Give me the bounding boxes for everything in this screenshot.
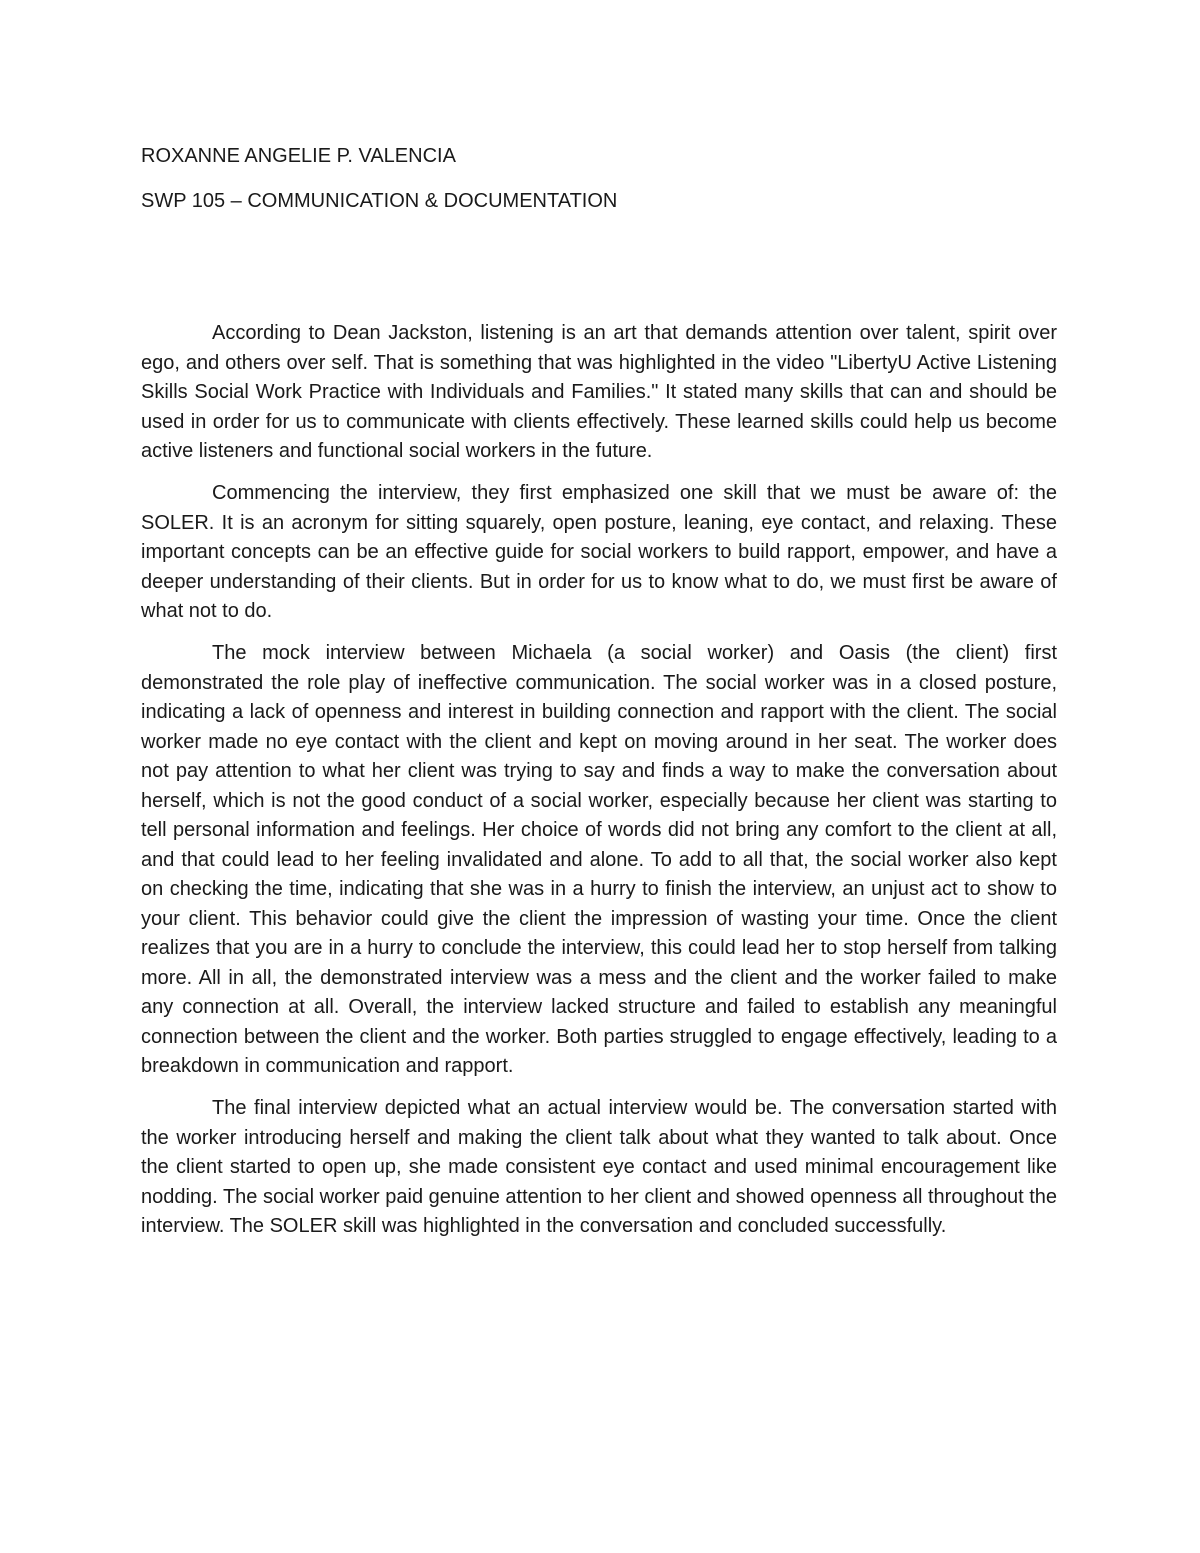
essay-body [141,319,1057,1254]
author-name: ROXANNE ANGELIE P. VALENCIA [141,145,456,167]
paragraph-soler: Commencing the interview, they first emphasized one skill that we must be aware of: the SOLER. It is an acronym for sitting squarely, open posture, leaning, eye contact, and relaxing. These important concepts can be an effective guide for social workers to build rapport, empower, and have a deeper understanding of their clients. But in order for us to know what to do, we must first be aware of what not to do. [141,482,1057,622]
paragraph-final-interview: The final interview depicted what an actual interview would be. The conversation started with the worker introducing herself and making the client talk about what they wanted to talk about. Once the client started to open up, she made consistent eye contact and used minimal encouragement like nodding. The social worker paid genuine attention to her client and showed openness all throughout the interview. The SOLER skill was highlighted in the conversation and concluded successfully. [141,1097,1057,1237]
paragraph-mock-interview: The mock interview between Michaela (a social worker) and Oasis (the client) first demonstrated the role play of ineffective communication. The social worker was in a closed posture, indicating a lack of openness and interest in building connection and rapport with the client. The social worker made no eye contact with the client and kept on moving around in her seat. The worker does not pay attention to what her client was trying to say and finds a way to make the conversation about herself, which is not the good conduct of a social worker, especially because her client was starting to tell personal information and feelings. Her choice of words did not bring any comfort to the client at all, and that could lead to her feeling invalidated and alone. To add to all that, the social worker also kept on checking the time, indicating that she was in a hurry to finish the interview, an unjust act to show to your client. This behavior could give the client the impression of wasting your time. Once the client realizes that you are in a hurry to conclude the interview, this could lead her to stop herself from talking more. All in all, the demonstrated interview was a mess and the client and the worker failed to make any connection at all. Overall, the interview lacked structure and failed to establish any meaningful connection between the client and the worker. Both parties struggled to engage effectively, leading to a breakdown in communication and rapport. [141,642,1057,1077]
course-title: SWP 105 – COMMUNICATION & DOCUMENTATION [141,190,618,212]
paragraph-intro: According to Dean Jackston, listening is an art that demands attention over talent, spirit over ego, and others over self. That is something that was highlighted in the video "LibertyU Active Listening Skills Social Work Practice with Individuals and Families." It stated many skills that can and should be used in order for us to communicate with clients effectively. These learned skills could help us become active listeners and functional social workers in the future. [141,322,1057,462]
